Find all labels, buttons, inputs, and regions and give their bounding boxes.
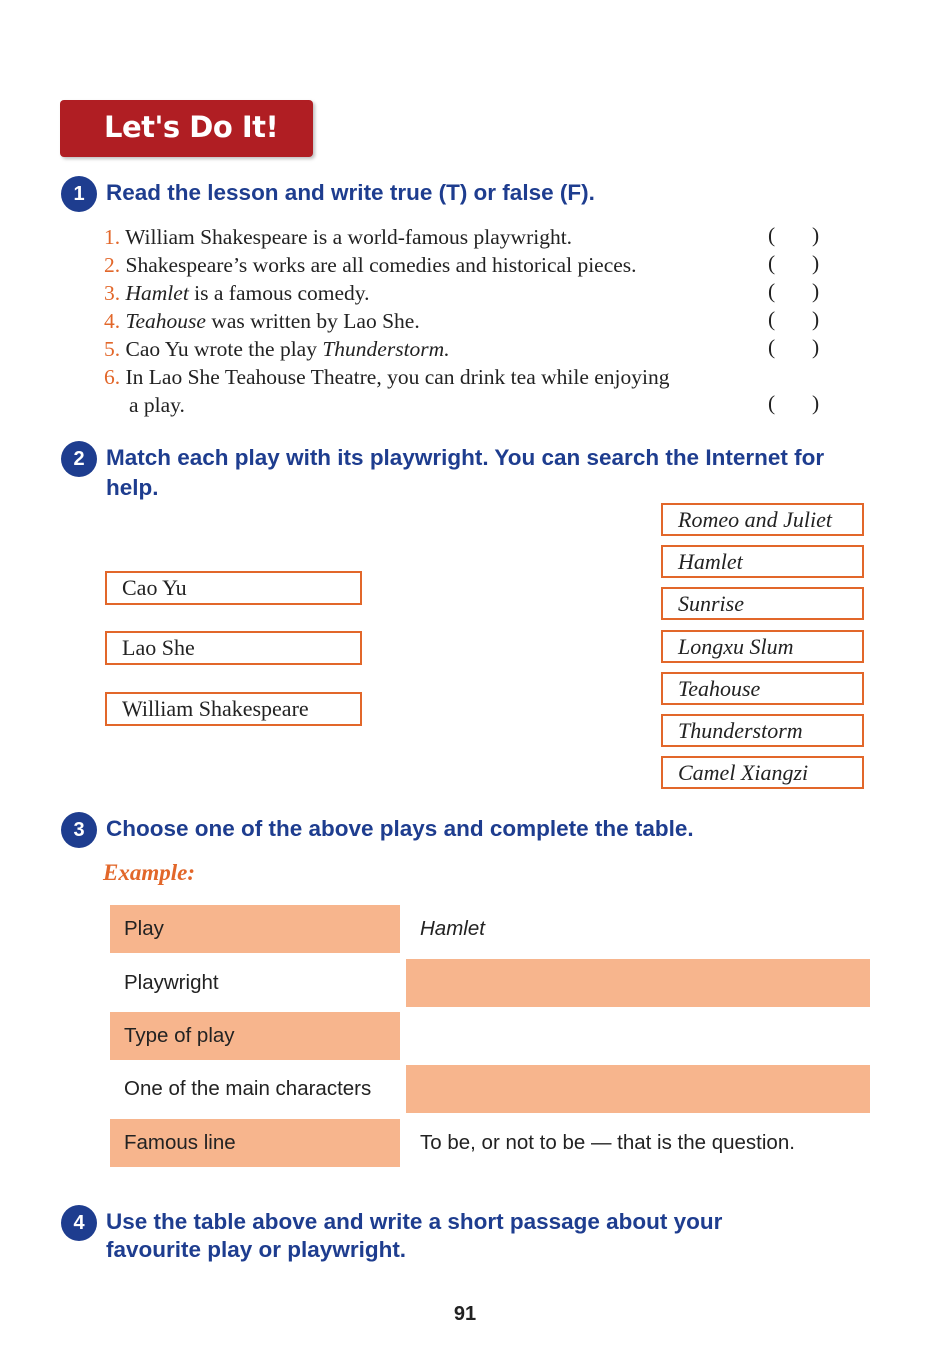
table-label-playwright: Playwright <box>124 971 219 994</box>
paren-open: ( <box>768 279 776 303</box>
paren-open: ( <box>768 223 776 247</box>
table-value-playwright[interactable] <box>406 959 870 1007</box>
statement-text: Shakespeare’s works are all comedies and historical pieces. <box>125 253 637 277</box>
play-box-thunderstorm[interactable]: Thunderstorm <box>661 714 864 747</box>
section-3-heading: Choose one of the above plays and complete the table. <box>106 816 694 841</box>
paren-close: ) <box>812 279 820 303</box>
section-2-heading-line-2: help. <box>106 475 159 500</box>
play-title: Hamlet <box>125 281 189 305</box>
statement-text: William Shakespeare is a world-famous playwright. <box>125 225 573 249</box>
section-2-number: 2 <box>61 441 97 477</box>
statement-6-continued <box>129 391 185 419</box>
section-1-heading: Read the lesson and write true (T) or false (F). <box>106 180 595 205</box>
play-box-camel-xiangzi[interactable]: Camel Xiangzi <box>661 756 864 789</box>
banner-title: Let's Do It! <box>104 110 279 144</box>
statement-number: 4. <box>104 309 121 333</box>
statement-text: Cao Yu wrote the play <box>125 337 323 361</box>
section-4-number: 4 <box>61 1205 97 1241</box>
table-value-famous-line: To be, or not to be — that is the question. <box>420 1131 795 1154</box>
statement-6 <box>104 363 670 391</box>
section-3-number: 3 <box>61 812 97 848</box>
statement-text: is a famous comedy. <box>188 281 370 305</box>
paren-close: ) <box>812 223 820 247</box>
statement-5 <box>104 335 450 363</box>
table-value-play: Hamlet <box>420 917 485 940</box>
table-value-main-character[interactable] <box>406 1065 870 1113</box>
statement-4 <box>104 307 420 335</box>
play-box-hamlet[interactable]: Hamlet <box>661 545 864 578</box>
table-label-play: Play <box>110 905 400 953</box>
section-2-heading-line-1: Match each play with its playwright. You can search the Internet for <box>106 445 825 470</box>
play-box-teahouse[interactable]: Teahouse <box>661 672 864 705</box>
section-4-heading-line-2: favourite play or playwright. <box>106 1237 407 1262</box>
statement-number: 2. <box>104 253 121 277</box>
lets-do-it-banner <box>60 100 313 157</box>
statement-text: a play. <box>129 393 185 417</box>
answer-blank-1[interactable] <box>768 223 824 248</box>
table-label-main-character: One of the main characters <box>124 1077 372 1100</box>
section-4-heading-line-1: Use the table above and write a short passage about your <box>106 1209 723 1234</box>
answer-blank-4[interactable] <box>768 307 824 332</box>
statement-text: In Lao She Teahouse Theatre, you can drink tea while enjoying <box>125 365 670 389</box>
paren-close: ) <box>812 307 820 331</box>
example-label: Example: <box>103 860 195 885</box>
answer-blank-2[interactable] <box>768 251 824 276</box>
answer-blank-6[interactable] <box>768 391 824 416</box>
paren-close: ) <box>812 335 820 359</box>
playwright-box-lao-she[interactable]: Lao She <box>105 631 362 665</box>
answer-blank-5[interactable] <box>768 335 824 360</box>
table-label-type-of-play: Type of play <box>110 1012 400 1060</box>
table-value-type-of-play[interactable] <box>406 1012 870 1060</box>
play-title: Thunderstorm. <box>322 337 450 361</box>
play-title: Teahouse <box>125 309 206 333</box>
paren-open: ( <box>768 251 776 275</box>
paren-open: ( <box>768 335 776 359</box>
paren-close: ) <box>812 251 820 275</box>
section-1-number: 1 <box>61 176 97 212</box>
page-number: 91 <box>453 1303 477 1325</box>
statement-number: 1. <box>104 225 121 249</box>
statement-number: 5. <box>104 337 121 361</box>
table-label-famous-line: Famous line <box>110 1119 400 1167</box>
statement-1 <box>104 223 572 251</box>
statement-2 <box>104 251 637 279</box>
playwright-box-william-shakespeare[interactable]: William Shakespeare <box>105 692 362 726</box>
statement-3 <box>104 279 370 307</box>
playwright-box-cao-yu[interactable]: Cao Yu <box>105 571 362 605</box>
play-box-romeo-and-juliet[interactable]: Romeo and Juliet <box>661 503 864 536</box>
statement-number: 6. <box>104 365 121 389</box>
play-box-sunrise[interactable]: Sunrise <box>661 587 864 620</box>
paren-open: ( <box>768 391 776 415</box>
paren-close: ) <box>812 391 820 415</box>
paren-open: ( <box>768 307 776 331</box>
statement-text: was written by Lao She. <box>205 309 420 333</box>
play-box-longxu-slum[interactable]: Longxu Slum <box>661 630 864 663</box>
answer-blank-3[interactable] <box>768 279 824 304</box>
statement-number: 3. <box>104 281 121 305</box>
